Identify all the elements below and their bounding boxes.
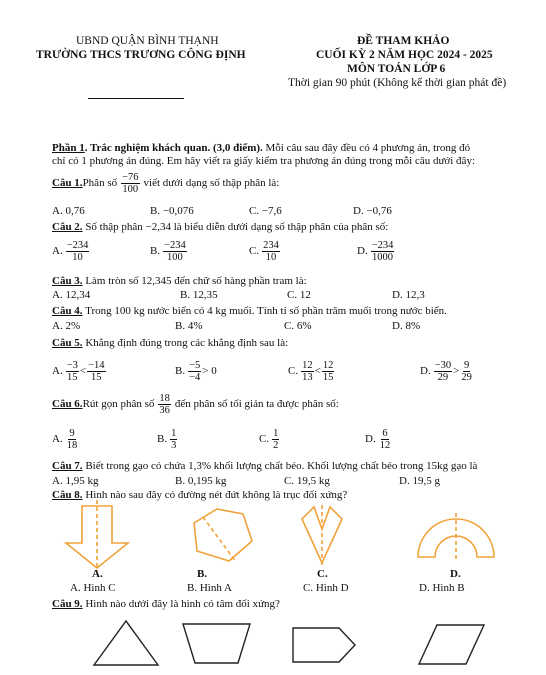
question-9 xyxy=(52,598,280,611)
q5-b-op: > 0 xyxy=(202,365,217,377)
part1-title: Phần 1 xyxy=(52,142,85,154)
q2-a-den: 10 xyxy=(72,252,83,263)
q2-c-den: 10 xyxy=(265,252,277,263)
q6-b-label: B. xyxy=(157,433,168,445)
q2-d-label: D. xyxy=(357,245,368,257)
q5-c-den2: 15 xyxy=(322,372,334,383)
q2-a-num: −234 xyxy=(66,240,89,251)
q7-option-b: B. 0,195 kg xyxy=(175,475,227,487)
q8-option-a: A. Hình C xyxy=(70,582,116,594)
q5-d-op: > xyxy=(453,365,460,377)
q1-option-c: C. −7,6 xyxy=(249,205,282,217)
q5-a-num2: −14 xyxy=(88,360,105,371)
q2-d-den: 1000 xyxy=(372,252,394,263)
q1-num: −76 xyxy=(122,172,139,183)
exam-subject: MÔN TOÁN LỚP 6 xyxy=(347,63,446,75)
part1-heading: . Trắc nghiệm khách quan. (3,0 điểm). xyxy=(84,142,263,154)
q3-label: Câu 3. xyxy=(52,275,83,287)
figure-d-caption: D. xyxy=(450,568,461,580)
q5-d-den2: 29 xyxy=(461,372,472,383)
q7-text: Biết trong gạo có chứa 1,3% khối lượng chất béo. Khối lượng chất béo trong 15kg gạo là xyxy=(82,460,478,472)
q5-c-label: C. xyxy=(288,365,299,377)
q6-a-num: 9 xyxy=(69,428,75,439)
q4-option-a: A. 2% xyxy=(52,320,81,332)
q6-a-label: A. xyxy=(52,433,63,445)
q6-post: đến phân số tối giản ta được phân số: xyxy=(174,398,339,410)
q2-b-label: B. xyxy=(150,245,161,257)
figure-c-caption: C. xyxy=(317,568,328,580)
q6-c-label: C. xyxy=(259,433,270,445)
part1-text1: Mỗi câu sau đây đều có 4 phương án, trong đó xyxy=(262,142,471,154)
q9-figure-pentagon xyxy=(293,628,355,662)
q1-post: viết dưới dạng số thập phân là: xyxy=(143,177,280,189)
q8-option-d: D. Hình B xyxy=(419,582,465,594)
q6-b-den: 3 xyxy=(171,440,177,451)
q6-d-num: 6 xyxy=(382,428,388,439)
q9-figure-parallelogram xyxy=(419,625,484,664)
q6-d-label: D. xyxy=(365,433,376,445)
q7-label: Câu 7. xyxy=(52,460,83,472)
q4-option-d: D. 8% xyxy=(392,320,421,332)
q6-d-den: 12 xyxy=(379,440,391,451)
q2-c-label: C. xyxy=(249,245,260,257)
q9-figure-trapezoid xyxy=(183,624,250,663)
q3-text: Làm tròn số 12,345 đến chữ số hàng phần tram là: xyxy=(82,275,307,287)
q5-d-num1: −30 xyxy=(434,360,452,371)
figure-b-pentagon xyxy=(194,509,252,562)
q5-d-den1: 29 xyxy=(437,372,449,383)
q3-option-d: D. 12,3 xyxy=(392,289,425,301)
q5-d-num2: 9 xyxy=(463,360,470,371)
q7-option-d: D. 19,5 g xyxy=(399,475,440,487)
q1-option-a: A. 0,76 xyxy=(52,205,85,217)
q1-label: Câu 1. xyxy=(52,177,83,189)
q2-text: Số thập phân −2,34 là biểu diễn dưới dạng số thập phân của phân số: xyxy=(82,221,389,233)
q5-c-num1: 12 xyxy=(302,360,313,371)
q2-label: Câu 2. xyxy=(52,221,83,233)
q8-option-c: C. Hình D xyxy=(303,582,349,594)
q2-c-num: 234 xyxy=(263,240,279,251)
q5-a-label: A. xyxy=(52,365,63,377)
q4-option-b: B. 4% xyxy=(175,320,203,332)
figure-c-chevron xyxy=(302,505,342,568)
q6-b-num: 1 xyxy=(171,428,177,439)
exam-duration: Thời gian 90 phút (Không kể thời gian phát đề) xyxy=(288,77,507,89)
q6-a-den: 18 xyxy=(66,440,78,451)
q6-c-num: 1 xyxy=(273,428,279,439)
school-name: TRƯỜNG THCS TRƯƠNG CÔNG ĐỊNH xyxy=(36,49,246,61)
q5-c-den1: 13 xyxy=(302,372,313,383)
q6-label: Câu 6. xyxy=(52,398,83,410)
q8-option-b: B. Hình A xyxy=(187,582,232,594)
exam-type: ĐỀ THAM KHẢO xyxy=(357,35,450,47)
q6-den: 36 xyxy=(159,405,170,416)
figure-d-arch xyxy=(418,513,494,560)
q5-c-num2: 12 xyxy=(322,360,334,371)
figure-a-arrow xyxy=(66,500,128,572)
q6-num: 18 xyxy=(159,393,170,404)
q5-a-op: < xyxy=(79,365,87,377)
q8-text: Hình nào sau đây có đường nét đứt không là trục đối xứng? xyxy=(82,489,348,501)
q7-option-c: C. 19,5 kg xyxy=(284,475,330,487)
q9-label: Câu 9. xyxy=(52,598,83,610)
q5-a-den1: 15 xyxy=(67,372,78,383)
q4-text: Trong 100 kg nước biển có 4 kg muối. Tính tỉ số phần trăm muối trong nước biển. xyxy=(82,305,447,317)
q6-c-den: 2 xyxy=(273,440,279,451)
q5-b-num1: −5 xyxy=(189,360,201,371)
q3-option-c: C. 12 xyxy=(287,289,311,301)
q5-d-label: D. xyxy=(420,365,431,377)
district-name: UBND QUẬN BÌNH THẠNH xyxy=(76,35,219,47)
figure-a-caption: A. xyxy=(92,568,103,580)
q1-pre: Phân số xyxy=(82,177,118,189)
figure-b-caption: B. xyxy=(197,568,208,580)
q5-text: Khẳng định đúng trong các khẳng định sau là: xyxy=(82,337,289,349)
q9-figure-triangle xyxy=(94,621,158,665)
q2-d-num: −234 xyxy=(371,240,394,251)
q5-a-den2: 15 xyxy=(91,372,102,383)
q2-b-num: −234 xyxy=(164,240,186,251)
q9-text: Hình nào dưới đây là hình có tâm đối xứng? xyxy=(82,598,280,610)
q8-label: Câu 8. xyxy=(52,489,83,501)
q5-a-num1: −3 xyxy=(66,360,78,371)
q1-option-b: B. −0,076 xyxy=(150,205,194,217)
q5-b-den1: −4 xyxy=(189,372,201,383)
q2-b-den: 100 xyxy=(167,252,183,263)
q4-option-c: C. 6% xyxy=(284,320,312,332)
q5-b-label: B. xyxy=(175,365,186,377)
q1-den: 100 xyxy=(122,184,139,195)
q1-option-d: D. −0,76 xyxy=(353,205,392,217)
q3-option-a: A. 12,34 xyxy=(52,289,91,301)
q3-option-b: B. 12,35 xyxy=(180,289,218,301)
q4-label: Câu 4. xyxy=(52,305,83,317)
part1-text2: chỉ có 1 phương án đúng. Em hãy viết ra giấy kiểm tra phương án đúng trong mỗi câu dưới đây: xyxy=(52,155,475,167)
q2-a-label: A. xyxy=(52,245,63,257)
exam-term: CUỐI KỲ 2 NĂM HỌC 2024 - 2025 xyxy=(316,49,493,61)
q5-label: Câu 5. xyxy=(52,337,83,349)
q5-c-op: < xyxy=(314,365,321,377)
q7-option-a: A. 1,95 kg xyxy=(52,475,99,487)
q6-pre: Rút gọn phân số xyxy=(82,398,155,410)
